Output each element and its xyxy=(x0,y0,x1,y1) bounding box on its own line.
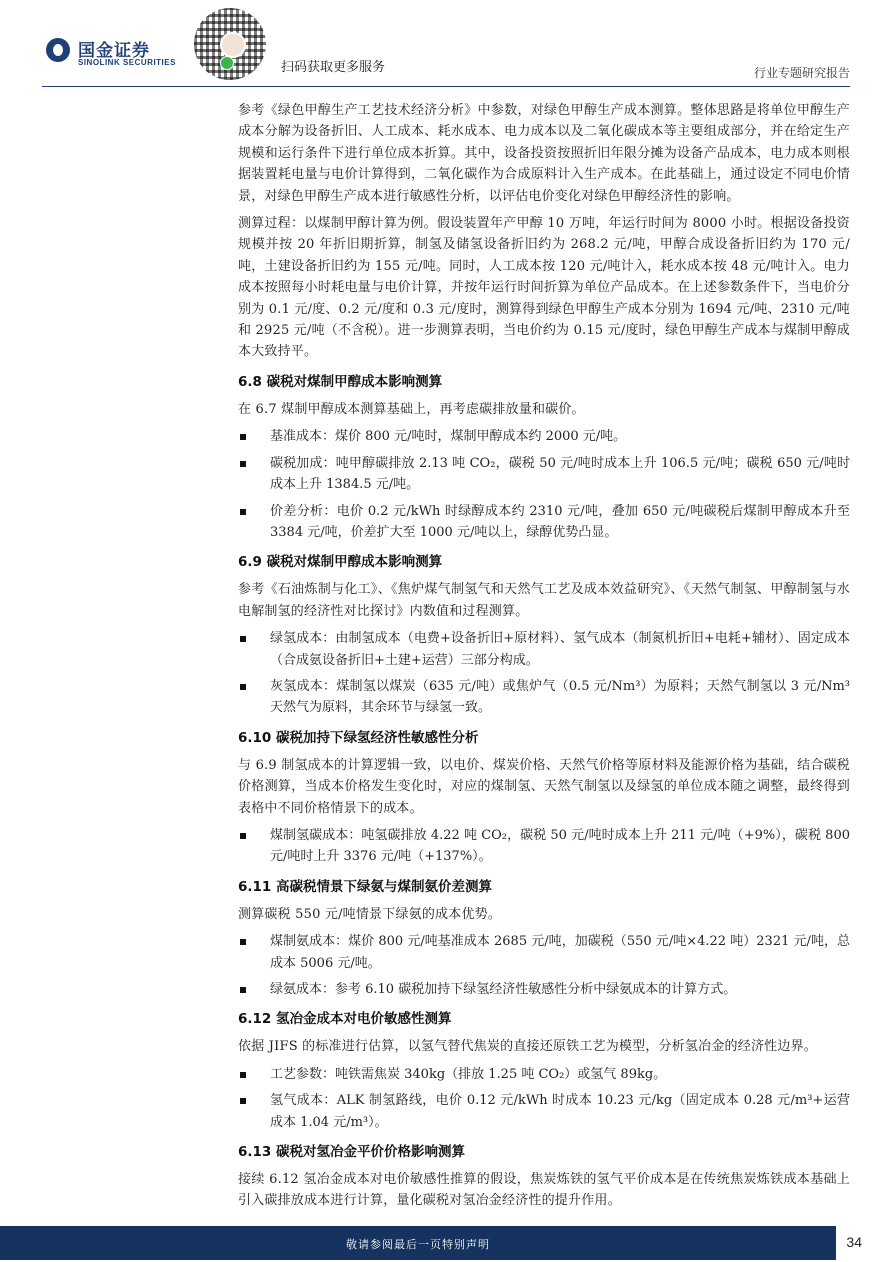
paragraph: 参考《石油炼制与化工》、《焦炉煤气制氢气和天然气工艺及成本效益研究》、《天然气制氢、甲醇制氢与水电解制氢的经济性对比探讨》内数值和过程测算。 xyxy=(238,582,850,619)
section-heading: 6.12 氢冶金成本对电价敏感性测算 xyxy=(238,1011,452,1028)
bullet-item: 碳税加成：吨甲醇碳排放 2.13 吨 CO₂，碳税 50 元/吨时成本上升 106.5 元/吨；碳税 650 元/吨时成本上升 1384.5 元/吨。 xyxy=(238,453,850,496)
bullet-list xyxy=(238,628,850,719)
logo-english-name: SINOLINK SECURITIES xyxy=(78,58,176,67)
qr-center-logo-icon xyxy=(220,32,246,58)
paragraph: 依据 JIFS 的标准进行估算，以氢气替代焦炭的直接还原铁工艺为模型，分析氢冶金的经济性边界。 xyxy=(238,1039,817,1055)
paragraph: 在 6.7 煤制甲醇成本测算基础上，再考虑碳排放量和碳价。 xyxy=(238,401,585,417)
paragraph: 测算碳税 550 元/吨情景下绿氨的成本优势。 xyxy=(238,906,502,922)
page-number: 34 xyxy=(846,1234,862,1250)
paragraph: 参考《绿色甲醇生产工艺技术经济分析》中参数，对绿色甲醇生产成本测算。整体思路是将单位甲醇生产成本分解为设备折旧、人工成本、耗水成本、电力成本以及二氧化碳成本等主要组成部分，并在给定生产规模和运行条件下进行单位成本折算。其中，设备投资按照折旧年限分摊为设备产品成本，电力成本则根据装置耗电量与电价计算得到，二氧化碳作为合成原料计入生产成本。在此基础上，通过设定不同电价情景，对绿色甲醇生产成本进行敏感性分析，以评估电价变化对绿色甲醇经济性的影响。 xyxy=(238,103,850,204)
bullet-list xyxy=(238,1064,850,1133)
bullet-list xyxy=(238,426,850,543)
section-heading: 6.11 高碳税情景下绿氨与煤制氨价差测算 xyxy=(238,878,493,895)
paragraph: 与 6.9 制氢成本的计算逻辑一致，以电价、煤炭价格、天然气价格等原材料及能源价格为基础，结合碳税价格测算，当成本价格发生变化时，对应的煤制氢、天然气制氢以及绿氢的单位成本随之调整，最终得到表格中不同价格情景下的成本。 xyxy=(238,757,850,816)
section-heading: 6.9 碳税对煤制甲醇成本影响测算 xyxy=(238,554,443,571)
bullet-item: 煤制氢碳成本：吨氢碳排放 4.22 吨 CO₂，碳税 50 元/吨时成本上升 211 元/吨（+9%），碳税 800 元/吨时上升 3376 元/吨（+137%）。 xyxy=(238,825,850,868)
bullet-item: 绿氢成本：由制氢成本（电费+设备折旧+原材料）、氢气成本（制氮机折旧+电耗+辅材）、固定成本（合成氨设备折旧+土建+运营）三部分构成。 xyxy=(238,628,850,671)
bullet-item: 氢气成本：ALK 制氢路线，电价 0.12 元/kWh 时成本 10.23 元/kg（固定成本 0.28 元/m³+运营成本 1.04 元/m³）。 xyxy=(238,1090,850,1133)
footer-disclaimer: 敬请参阅最后一页特别声明 xyxy=(346,1238,490,1251)
bullet-item: 绿氨成本：参考 6.10 碳税加持下绿氢经济性敏感性分析中绿氨成本的计算方式。 xyxy=(238,979,850,1000)
logo-chinese-name: 国金证券 xyxy=(78,41,150,61)
bullet-item: 价差分析：电价 0.2 元/kWh 时绿醇成本约 2310 元/吨，叠加 650 元/吨碳税后煤制甲醇成本升至 3384 元/吨，价差扩大至 1000 元/吨以上，绿醇优势凸显。 xyxy=(238,501,850,544)
scan-for-services-text: 扫码获取更多服务 xyxy=(281,60,386,75)
section-heading: 6.13 碳税对氢冶金平价价格影响测算 xyxy=(238,1144,466,1161)
bullet-item: 基准成本：煤价 800 元/吨时，煤制甲醇成本约 2000 元/吨。 xyxy=(238,426,850,447)
page-header xyxy=(0,0,892,90)
paragraph: 测算过程：以煤制甲醇计算为例。假设装置年产甲醇 10 万吨，年运行时间为 8000 小时。根据设备投资规模并按 20 年折旧期折算，制氢及储氢设备折旧约为 268.2 元/吨，甲醇合成设备折旧约为 170 元/吨，土建设备折旧约为 155 元/吨。同时，人工成本按 120 元/吨计入，耗水成本按 48 元/吨计入。电力成本按照每小时耗电量与电价计算，并按年运行时间折算为单位产品成本。在上述参数条件下，当电价分别为 0.1 元/度、0.2 元/度和 0.3 元/度时，测算得到绿色甲醇生产成本分别为 1694 元/吨、2310 元/吨和 2925 元/吨（不含税）。进一步测算表明，当电价约为 0.15 元/度时，绿色甲醇生产成本与煤制甲醇成本大致持平。 xyxy=(238,216,850,360)
bullet-list xyxy=(238,931,850,1000)
paragraph: 接续 6.12 氢冶金成本对电价敏感性推算的假设，焦炭炼铁的氢气平价成本是在传统焦炭炼铁成本基础上引入碳排放成本进行计算，量化碳税对氢冶金经济性的提升作用。 xyxy=(238,1172,850,1209)
bullet-item: 工艺参数：吨铁需焦炭 340kg（排放 1.25 吨 CO₂）或氢气 89kg。 xyxy=(238,1064,850,1085)
report-type-label: 行业专题研究报告 xyxy=(753,66,850,80)
sinolink-logo-icon xyxy=(46,38,70,62)
wechat-badge-icon xyxy=(220,56,234,70)
main-content xyxy=(238,100,850,1218)
bullet-item: 灰氢成本：煤制氢以煤炭（635 元/吨）或焦炉气（0.5 元/Nm³）为原料；天然气制氢以 3 元/Nm³天然气为原料，其余环节与绿氢一致。 xyxy=(238,676,850,719)
bullet-item: 煤制氨成本：煤价 800 元/吨基准成本 2685 元/吨，加碳税（550 元/吨×4.22 吨）2321 元/吨，总成本 5006 元/吨。 xyxy=(238,931,850,974)
bullet-list xyxy=(238,825,850,868)
section-heading: 6.8 碳税对煤制甲醇成本影响测算 xyxy=(238,373,443,390)
header-divider xyxy=(42,86,850,87)
section-heading: 6.10 碳税加持下绿氢经济性敏感性分析 xyxy=(238,729,479,746)
